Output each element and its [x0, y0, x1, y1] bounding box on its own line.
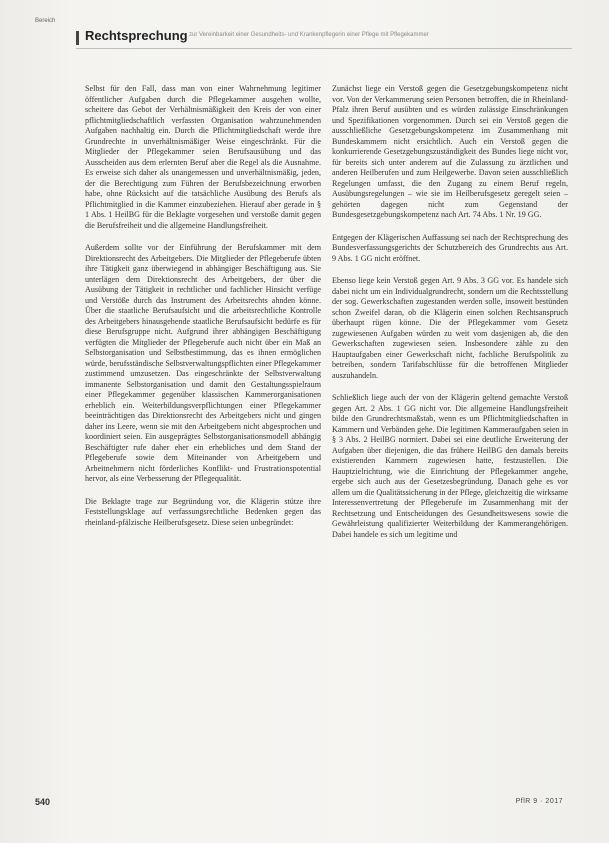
left-column	[85, 84, 321, 762]
page-number: 540	[35, 797, 51, 807]
page-header	[76, 28, 575, 45]
right-column	[332, 84, 568, 762]
paragraph: Außerdem sollte vor der Einführung der Berufskammer mit dem Direktionsrecht des Arbeitgebers. Die Mitglieder der Pflegeberufe übten ihre Tätigkeit ganz überwiegend in abhängiger Beschäftigung aus. Sie unterlägen dem Direktionsrecht des Arbeitgebers, der über die Ausübung der Tätigkeit in rechtlicher und fachlicher Hinsicht verfüge und Verstöße durch das Instrument des Arbeitsrechts ahnden könne. Über die staatliche Berufsaufsicht und die arbeitsrechtliche Kontrolle des Arbeitgebers hinausgehende staatliche Berufsaufsicht bedürfe es für diese Berufsgruppe nicht. Aufgrund ihrer abhängigen Beschäftigung verfügten die Mitglieder der Pflegeberufe auch nicht über ein Maß an Selbstorganisation und Selbstbestimmung, das es ihnen ermöglichen würde, berufsständische Selbstverwaltungspflichten einer Pflegekammer zustimmend umzusetzen. Das eingeschränkte der Selbstverwaltung immanente Selbstorganisation und damit den Gestaltungsspielraum einer Pflegekammer gegenüber klassischen Kammerorganisationen erheblich ein. Weiterbildungsverpflichtungen einer Pflegekammer beeinträchtigen das Direktionsrecht des Arbeitgebers nicht und gingen daher ins Leere, wenn sie mit den Arbeitgebern nicht abgesprochen und koordiniert seien. Ein ausgeprägtes Selbstorganisationsmodell abhängig Beschäftigter rufe daher eher ein erhebliches und dem Stand der Pflegeberufe sowie dem Miteinander von Arbeitgebern und Arbeitnehmern nicht förderliches Konflikt- und Frustrationspotential hervor, als eine Verbesserung der Pflegequalität.	[85, 243, 321, 483]
paragraph: Zunächst liege ein Verstoß gegen die Gesetzgebungskompetenz nicht vor. Von der Verkammerung seien Personen betroffen, die in Rheinland-Pfalz ihren Beruf ausübten und es würden zulässige Einschränkungen und Spezifikationen vorgenommen. Durch sei ein Verstoß gegen die ausschließliche Gesetzgebungskompetenz im Zusammenhang mit Bundeskammern nicht ersichtlich. Auch ein Verstoß gegen die konkurrierende Gesetzgebungszuständigkeit des Bundes liege nicht vor, für bereits sich unter anderem auf die Zulassung zu ärztlichen und anderen Heilberufen und zum Heilgewerbe. Davon seien ausschließlich Regelungen umfasst, die den Zugang zu einem Beruf regeln, Ausübungsregelungen – wie sie im Heilberufsgesetz geregelt seien – gehörten dagegen nicht zum Gegenstand der Bundesgesetzgebungskompetenz nach Art. 74 Abs. 1 Nr. 19 GG.	[332, 84, 568, 219]
journal-reference: PflR 9 · 2017	[515, 798, 563, 805]
paragraph: Die Beklagte trage zur Begründung vor, die Klägerin stütze ihre Feststellungsklage auf verfassungsrechtliche Bedenken gegen das rheinland-pfälzische Heilberufsgesetz. Diese seien unbegründet:	[85, 496, 321, 527]
page-subtitle: zur Vereinbarkeit einer Gesundheits- und Krankenpflegerin einer Pflege mit Pflegekammer	[189, 32, 429, 38]
paragraph: Selbst für den Fall, dass man von einer Wahrnehmung legitimer öffentlicher Aufgaben durch die Pflegekammer ausgehen wollte, scheitere das Gebot der Verhältnismäßigkeit den Kreis der von einer pflichtmitgliedschaftlich verfassten Organisation wahrzunehmenden Aufgaben nachhaltig ein. Durch die Pflichtmitgliedschaft werde ihre Grundrechte in unverhältnismäßiger Weise eingeschränkt. Für die Mitglieder der Pflegekammer seien Berufsausübung und das Ausscheiden aus dem erlernten Beruf aber die Regel als die Ausnahme. Es erweise sich daher als unangemessen und unverhältnismäßig, jeden, der die Berechtigung zum Führen der Berufsbezeichnung erworben habe, ohne Rücksicht auf die tatsächliche Ausübung des Berufs als Pflichtmitglied in die Kammer einzubeziehen. Hierauf aber gerade in § 1 Abs. 1 HeilBG für die Beklagte vorgesehen und verstoße damit gegen die Berufsfreiheit und die allgemeine Handlungsfreiheit.	[85, 84, 321, 230]
paragraph: Entgegen der Klägerischen Auffassung sei nach der Rechtsprechung des Bundesverfassungsgerichts der Schutzbereich des Grundrechts aus Art. 9 Abs. 1 GG nicht eröffnet.	[332, 232, 568, 263]
section-label: Bereich	[35, 18, 56, 24]
header-divider	[76, 48, 572, 49]
paragraph: Schließlich liege auch der von der Klägerin geltend gemachte Verstoß gegen Art. 2 Abs. 1 GG nicht vor. Die allgemeine Handlungsfreiheit bilde den Grundrechtsmaßstab, wenn es um Pflichtmitgliedschaften in Kammern und Verbänden gehe. Die legitimen Kammeraufgaben seien in § 3 Abs. 2 HeilBG normiert. Dabei sei eine deutliche Erweiterung der Aufgaben über diejenigen, die das frühere HeilBG den damals bereits existierenden Kammern zugewiesen hatte, festzustellen. Die Hauptzielrichtung, wie die Einrichtung der Pflegekammer angehe, ergebe sich auch aus der Gesetzesbegründung. Danach gehe es vor allem um die Qualitätssicherung in der Pflege, gleichzeitig die wirksame Interessenvertretung der Pflegeberufe im Zusammenhang mit der Rechtsetzung und Entscheidungen des Gesundheitswesens sowie die Gewährleistung qualifizierter Weiterbildung der Kammerangehörigen. Dabei handele es sich um legitime und	[332, 393, 568, 539]
page-title: Rechtsprechung	[85, 28, 188, 43]
paragraph: Ebenso liege kein Verstoß gegen Art. 9 Abs. 3 GG vor. Es handele sich dabei nicht um ein Individualgrundrecht, sondern um die Rechtsstellung der sog. Gewerkschaften zugestanden werden solle, insoweit bestünden schon Zweifel daran, ob die Klägerin einen solchen Rechtsanspruch überhaupt rügen könne. Die der Pflegekammer vom Gesetz zugewiesenen Aufgaben würden zu weit vom dasjenigen ab, die den Gewerkschaften zugewiesen seien. Insbesondere zähle zu den Hauptaufgaben einer Gewerkschaft nicht, fachliche Berufspolitik zu betreiben, sondern Tarifabschlüsse für die betroffenen Mitglieder auszuhandeln.	[332, 276, 568, 380]
